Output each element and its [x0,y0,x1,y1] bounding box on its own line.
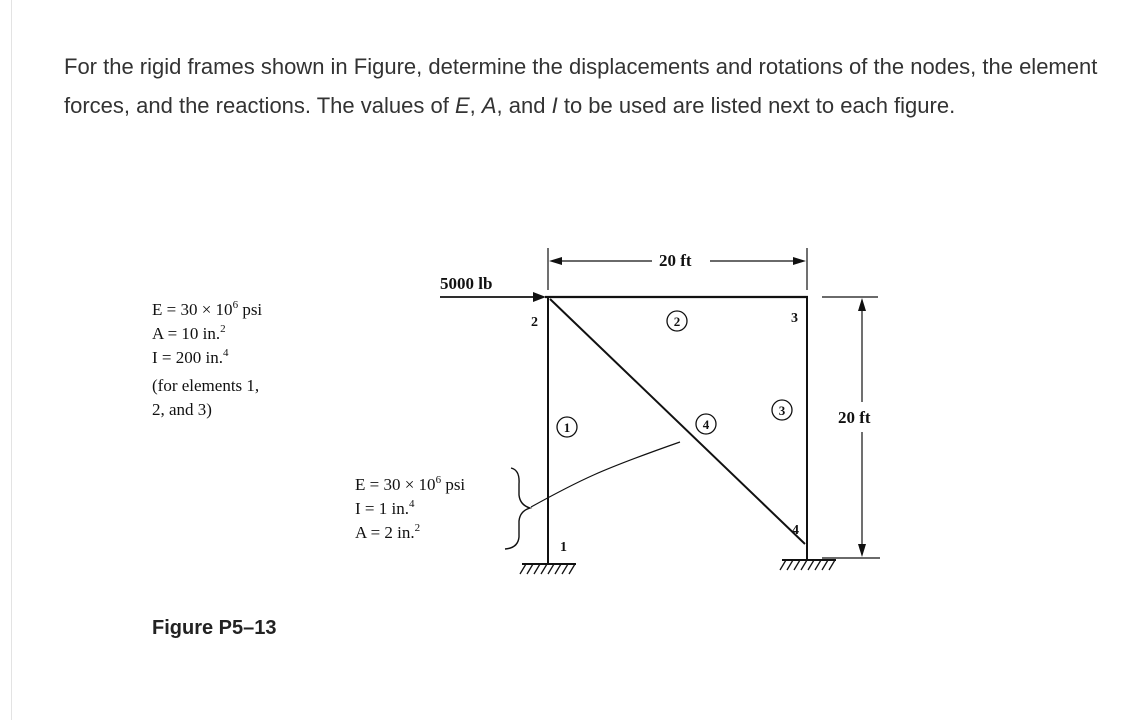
svg-text:1: 1 [563,420,571,435]
fixed-support-node-4 [780,560,836,570]
svg-text:3: 3 [778,403,786,418]
dim-v-arrow-top [858,298,866,311]
statement-text-2: to be used are listed next to each figure. [557,92,956,118]
statement-sep-2: , and [496,92,552,118]
member-4 [550,299,805,544]
el4-prop-I: I = 1 in.$^4$ [355,498,415,518]
node-label-4: 4 [792,523,799,538]
load-label: 5000 lb [440,274,493,293]
svg-text:4: 4 [702,417,710,432]
dim-v-label: 20 ft [838,408,871,427]
dim-h-label: 20 ft [659,251,692,270]
element-label-4 [696,414,716,434]
element4-properties [355,474,465,542]
dim-h-arrow-left [549,257,562,265]
prop-I: I = 200 in.$^4$ [152,347,229,367]
dim-v-arrow-bottom [858,544,866,557]
element4-brace [505,468,530,549]
dim-h-arrow-right [793,257,806,265]
prop-note-2: 2, and 3) [152,400,212,419]
main-properties [152,299,262,419]
statement-var-A: A [481,92,497,118]
prop-E: $E = 30 \times 10^6$ psi [152,299,263,319]
statement-text-1: For the rigid frames shown in Figure, determine the displacements and rotations of the nodes, the element forces, and the reactions. The values of [64,54,1098,118]
fixed-support-node-1 [520,564,576,574]
figure-caption: Figure P5–13 [152,617,277,639]
el4-prop-A: A = 2 in.$^2$ [355,522,421,542]
element-label-1 [557,417,577,437]
el4-prop-E: $E = 30 \times 10^6$ psi [355,474,466,494]
statement-var-I: I [551,92,558,118]
element-label-3 [772,400,792,420]
node-label-2: 2 [531,315,538,330]
statement-sep-1: , [469,92,482,118]
node-label-1: 1 [560,540,567,555]
statement-var-E: E [454,92,470,118]
element4-leader [531,442,680,507]
prop-note-1: (for elements 1, [152,376,260,395]
svg-text:2: 2 [673,314,681,329]
load-arrow-head [533,292,546,302]
node-label-3: 3 [791,311,798,326]
element-label-2 [667,311,687,331]
prop-A: A = 10 in.$^2$ [152,323,226,343]
